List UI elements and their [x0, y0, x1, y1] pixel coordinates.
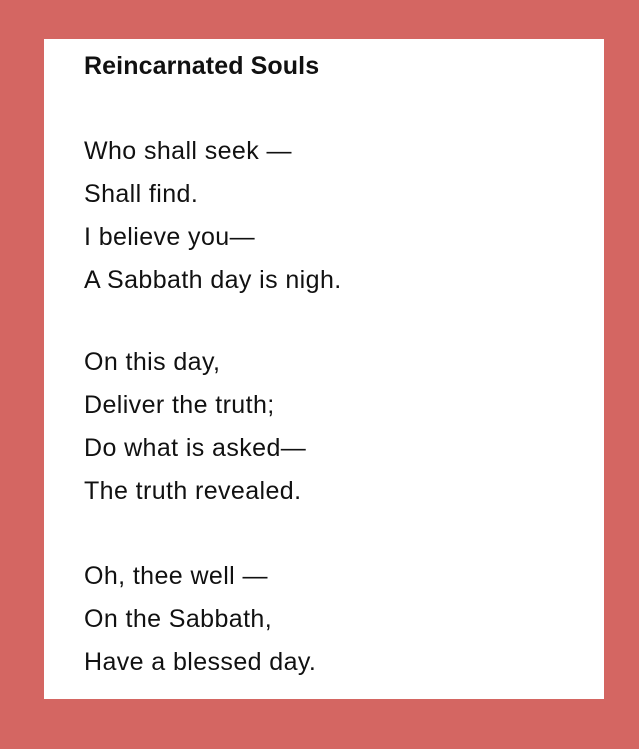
stanza-2 — [84, 341, 306, 513]
poem-line: A Sabbath day is nigh. — [84, 266, 342, 294]
poem-line: Have a blessed day. — [84, 648, 317, 676]
poem-card — [44, 39, 604, 699]
poem-line: I believe you— — [84, 223, 255, 251]
poem-line: Oh, thee well — — [84, 562, 268, 590]
poem-title: Reincarnated Souls — [84, 52, 320, 80]
poem-line: On this day, — [84, 348, 221, 376]
poem-line: Who shall seek — — [84, 137, 292, 165]
poem-line: Shall find. — [84, 180, 199, 208]
poem-line: Deliver the truth; — [84, 391, 275, 419]
poem-line: Do what is asked— — [84, 434, 307, 462]
stanza-1 — [84, 130, 342, 302]
poem-line: On the Sabbath, — [84, 605, 273, 633]
poem-line: The truth revealed. — [84, 477, 302, 505]
stanza-3 — [84, 555, 316, 684]
